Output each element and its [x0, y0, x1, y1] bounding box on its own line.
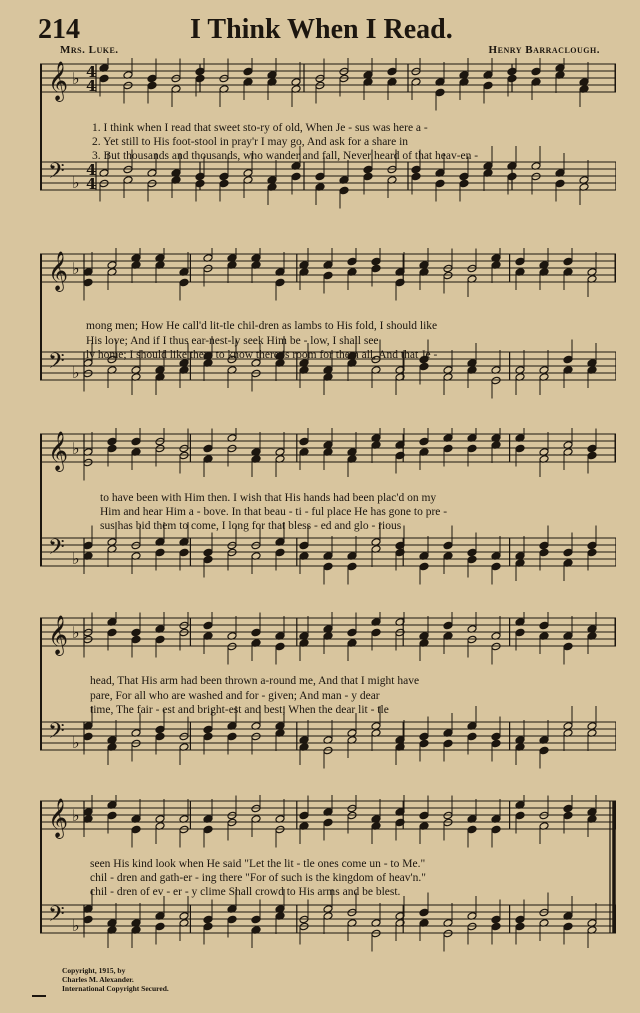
note-head — [131, 437, 141, 446]
flat-sign-icon: ♭ — [72, 439, 80, 458]
note-head — [563, 922, 573, 931]
lyric-line-1-3: 3. But thousands and thousands, who wander and fall, Never heard of that heav-en - — [92, 150, 479, 162]
note-head — [443, 541, 453, 550]
note-head — [459, 179, 469, 188]
note-head — [419, 362, 429, 371]
copyright-line: Copyright, 1915, by — [62, 966, 126, 975]
note-head — [203, 555, 213, 564]
note-head — [155, 732, 165, 741]
page-rule — [32, 995, 46, 997]
flat-sign-icon: ♭ — [72, 363, 80, 382]
lyric-line-4-1: head, That His arm had been thrown a-round me, And that I might have — [90, 675, 420, 687]
note-head — [107, 437, 117, 446]
lyric-line-2-3: ly home; I should like them to know there is room for them all, And that Je - — [86, 349, 438, 361]
note-head — [147, 74, 157, 83]
note-head — [467, 444, 477, 453]
note-head — [491, 562, 501, 571]
flat-sign-icon: ♭ — [72, 549, 80, 568]
lyric-line-4-2: pare, For all who are washed and for - given; And man - y dear — [90, 690, 380, 702]
note-head — [363, 165, 373, 174]
note-head — [587, 548, 597, 557]
note-head — [491, 732, 501, 741]
note-head — [347, 628, 357, 637]
note-head — [459, 172, 469, 181]
note-head — [179, 548, 189, 557]
note-head — [515, 257, 525, 266]
copyright-line: International Copyright Secured. — [62, 984, 169, 993]
note-head — [419, 739, 429, 748]
note-head — [539, 621, 549, 630]
note-head — [411, 67, 421, 76]
note-head — [203, 725, 213, 734]
note-head — [203, 548, 213, 557]
note-head — [419, 437, 429, 446]
treble-clef-icon: 𝄞 — [48, 615, 69, 655]
note-head — [347, 562, 357, 571]
lyric-line-3-2: Him and hear Him a - bove. In that beau - ti - ful place He has gone to pre - — [100, 506, 448, 518]
bass-clef-icon: 𝄢 — [48, 719, 65, 749]
time-signature-digit: 4 — [86, 175, 97, 193]
note-head — [539, 548, 549, 557]
note-head — [347, 257, 357, 266]
note-head — [155, 548, 165, 557]
note-head — [291, 172, 301, 181]
note-head — [563, 811, 573, 820]
note-head — [587, 541, 597, 550]
treble-clef-icon: 𝄞 — [48, 431, 69, 471]
bass-clef-icon: 𝄢 — [48, 902, 65, 932]
note-head — [155, 725, 165, 734]
note-head — [515, 628, 525, 637]
flat-sign-icon: ♭ — [72, 623, 80, 642]
note-head — [491, 915, 501, 924]
lyric-line-5-2: chil - dren and gath-er - ing there "For of such is the kingdom of heav'n." — [90, 872, 426, 884]
note-head — [563, 355, 573, 364]
note-head — [491, 922, 501, 931]
note-head — [227, 732, 237, 741]
time-signature-digit: 4 — [86, 161, 97, 179]
note-head — [419, 732, 429, 741]
note-head — [339, 67, 349, 76]
note-head — [131, 825, 141, 834]
note-head — [203, 915, 213, 924]
note-head — [107, 444, 117, 453]
treble-clef-icon: 𝄞 — [48, 251, 69, 291]
time-signature-digit: 4 — [86, 63, 97, 81]
note-head — [315, 172, 325, 181]
note-head — [275, 278, 285, 287]
note-head — [467, 825, 477, 834]
note-head — [203, 621, 213, 630]
note-head — [467, 555, 477, 564]
flat-sign-icon: ♭ — [72, 259, 80, 278]
note-head — [411, 172, 421, 181]
note-head — [203, 825, 213, 834]
note-head — [155, 922, 165, 931]
lyric-line-2-1: mong men; How He call'd lit-tle chil-dren as lambs to His fold, I should like — [86, 320, 438, 332]
note-head — [515, 922, 525, 931]
note-head — [323, 271, 333, 280]
note-head — [563, 642, 573, 651]
note-head — [179, 278, 189, 287]
note-head — [155, 635, 165, 644]
note-head — [435, 88, 445, 97]
note-head — [131, 635, 141, 644]
bass-clef-icon: 𝄢 — [48, 159, 65, 189]
note-head — [491, 825, 501, 834]
note-head — [443, 739, 453, 748]
note-head — [323, 818, 333, 827]
note-head — [515, 444, 525, 453]
note-head — [371, 628, 381, 637]
composer-credit: Henry Barraclough. — [488, 44, 600, 56]
note-head — [515, 915, 525, 924]
bass-clef-icon: 𝄢 — [48, 535, 65, 565]
note-head — [371, 264, 381, 273]
note-head — [587, 444, 597, 453]
note-head — [315, 81, 325, 90]
copyright-notice — [62, 966, 169, 993]
lyric-line-5-1: seen His kind look when He said "Let the lit - tle ones come un - to Me." — [90, 858, 426, 870]
note-head — [203, 732, 213, 741]
flat-sign-icon: ♭ — [72, 733, 80, 752]
note-head — [419, 811, 429, 820]
note-head — [107, 811, 117, 820]
note-head — [563, 548, 573, 557]
author-credit: Mrs. Luke. — [60, 44, 119, 56]
treble-clef-icon: 𝄞 — [48, 798, 69, 838]
note-head — [467, 732, 477, 741]
note-head — [563, 804, 573, 813]
note-head — [203, 444, 213, 453]
flat-sign-icon: ♭ — [72, 69, 80, 88]
lyric-line-5-3: chil - dren of ev - er - y clime Shall crowd to His arms and be blest. — [90, 886, 401, 898]
flat-sign-icon: ♭ — [72, 806, 80, 825]
note-head — [323, 562, 333, 571]
note-head — [563, 257, 573, 266]
note-head — [219, 172, 229, 181]
note-head — [299, 811, 309, 820]
note-head — [419, 908, 429, 917]
copyright-line: Charles M. Alexander. — [62, 975, 134, 984]
note-head — [251, 915, 261, 924]
note-head — [299, 541, 309, 550]
lyric-line-1-2: 2. Yet still to His foot-stool in pray'r I may go, And ask for a share in — [92, 136, 409, 148]
note-head — [107, 628, 117, 637]
note-head — [419, 562, 429, 571]
note-head — [299, 437, 309, 446]
bass-clef-icon: 𝄢 — [48, 349, 65, 379]
note-head — [555, 179, 565, 188]
note-head — [443, 444, 453, 453]
note-head — [251, 628, 261, 637]
note-head — [587, 451, 597, 460]
note-head — [363, 172, 373, 181]
note-head — [315, 74, 325, 83]
flat-sign-icon: ♭ — [72, 916, 80, 935]
note-head — [275, 548, 285, 557]
note-head — [411, 165, 421, 174]
note-head — [203, 922, 213, 931]
note-head — [435, 179, 445, 188]
note-head — [131, 628, 141, 637]
note-head — [219, 179, 229, 188]
lyric-line-1-1: 1. I think when I read that sweet sto-ry of old, When Je - sus was here a - — [92, 122, 428, 134]
lyric-line-4-3: time, The fair - est and bright-est and best; When the dear lit - tle — [90, 704, 389, 716]
note-head — [515, 811, 525, 820]
lyric-line-3-3: sus has bid them to come, I long for that bless - ed and glo - rious — [100, 520, 402, 532]
hymn-title: I Think When I Read. — [190, 14, 453, 45]
flat-sign-icon: ♭ — [72, 173, 80, 192]
lyric-line-2-2: His love; And if I thus ear-nest-ly seek Him be - low, I shall see — [86, 335, 379, 347]
time-signature-digit: 4 — [86, 77, 97, 95]
note-head — [483, 81, 493, 90]
note-head — [147, 81, 157, 90]
lyric-line-3-1: to have been with Him then. I wish that His hands had been plac'd on my — [100, 492, 437, 504]
treble-clef-icon: 𝄞 — [48, 61, 69, 101]
note-head — [531, 67, 541, 76]
note-head — [371, 257, 381, 266]
note-head — [539, 746, 549, 755]
hymn-number: 214 — [38, 14, 80, 45]
note-head — [339, 186, 349, 195]
note-head — [243, 67, 253, 76]
note-head — [443, 621, 453, 630]
note-head — [339, 74, 349, 83]
note-head — [467, 548, 477, 557]
note-head — [99, 74, 109, 83]
note-head — [539, 541, 549, 550]
note-head — [227, 915, 237, 924]
note-head — [491, 739, 501, 748]
note-head — [387, 67, 397, 76]
note-head — [275, 642, 285, 651]
